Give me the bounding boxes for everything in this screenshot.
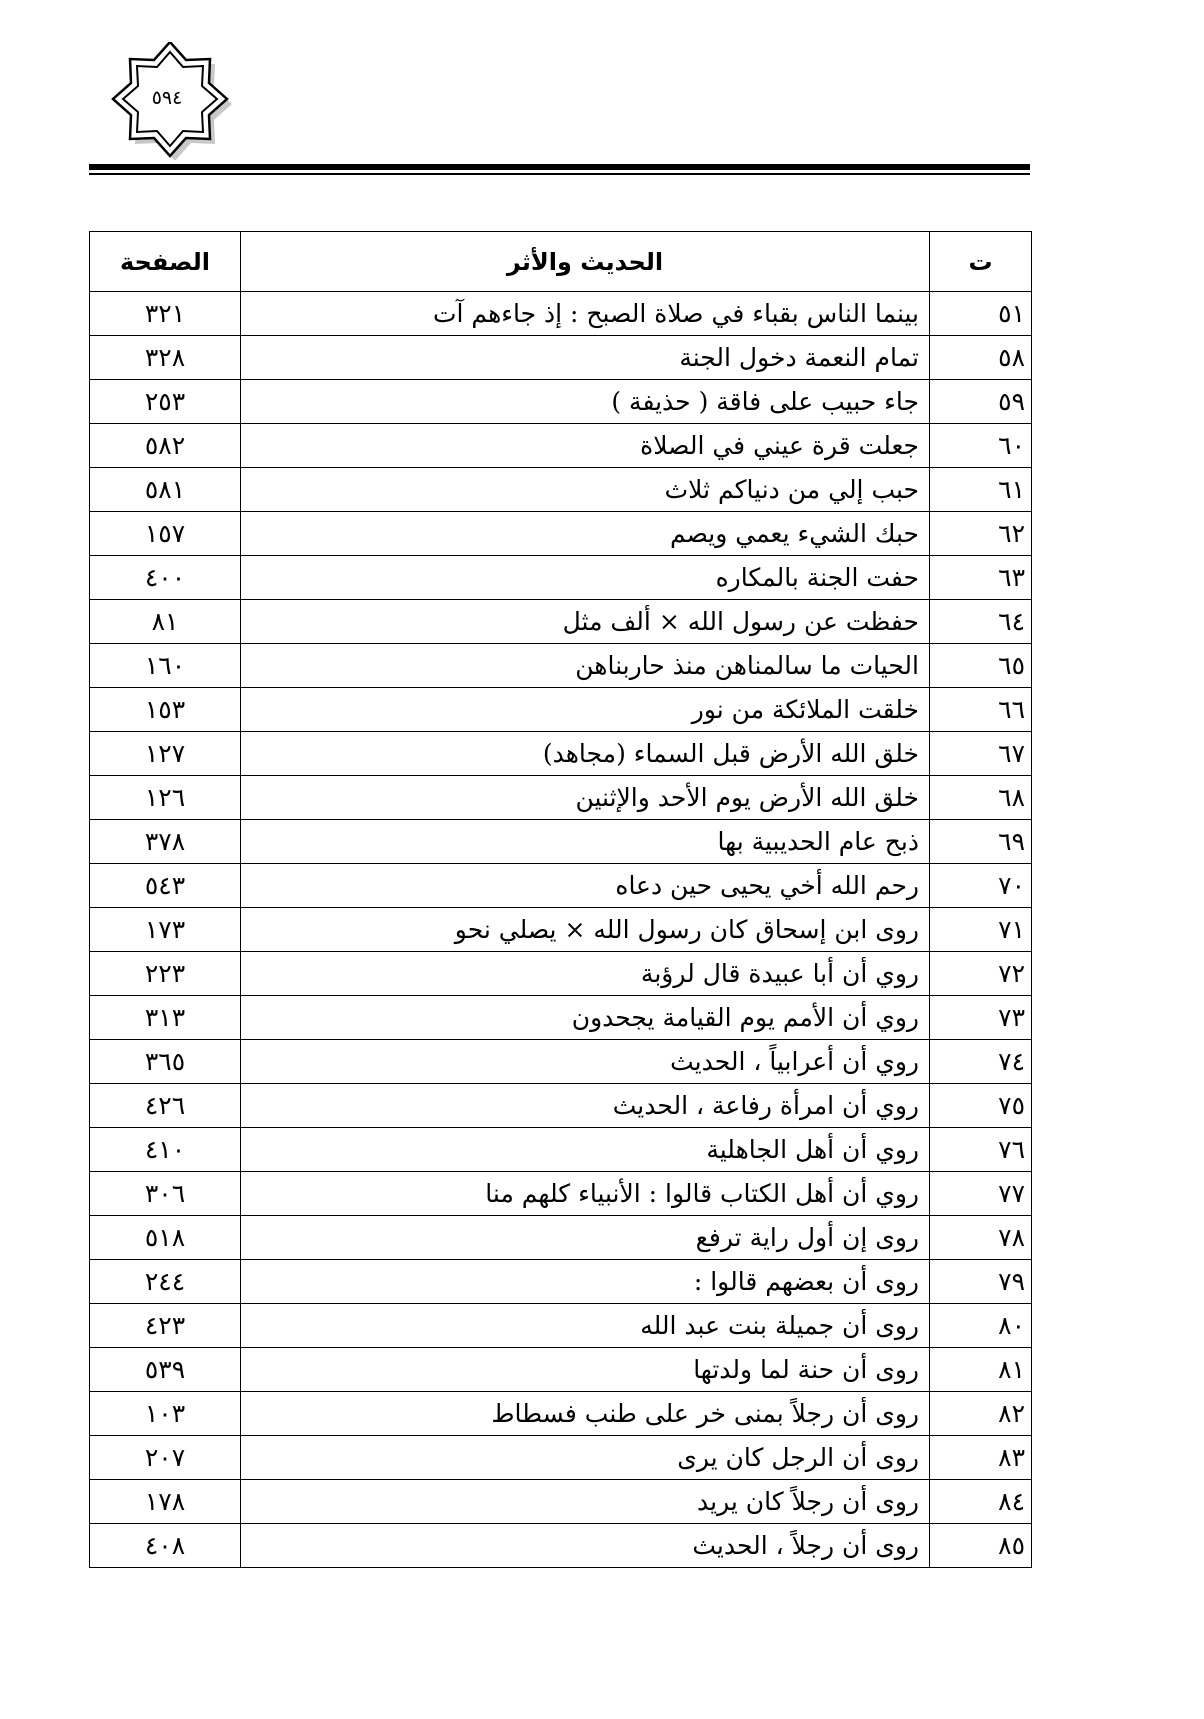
row-hadith-text: رحم الله أخي يحيى حين دعاه — [241, 864, 930, 908]
table-row — [90, 820, 1032, 864]
row-number: ٨١ — [930, 1348, 1032, 1392]
row-page-number: ٥٨٢ — [90, 424, 241, 468]
hadith-index-table — [89, 231, 1032, 1568]
row-page-number: ٢٥٣ — [90, 380, 241, 424]
row-number: ٦٧ — [930, 732, 1032, 776]
row-number: ٧٣ — [930, 996, 1032, 1040]
table-row — [90, 1040, 1032, 1084]
row-hadith-text: روي أن أهل الجاهلية — [241, 1128, 930, 1172]
table-row — [90, 1216, 1032, 1260]
row-number: ٦٢ — [930, 512, 1032, 556]
table-row — [90, 1480, 1032, 1524]
row-page-number: ١٥٧ — [90, 512, 241, 556]
table-row — [90, 688, 1032, 732]
row-page-number: ١٢٦ — [90, 776, 241, 820]
row-number: ٦٠ — [930, 424, 1032, 468]
row-number: ٥٩ — [930, 380, 1032, 424]
row-page-number: ٥٨١ — [90, 468, 241, 512]
row-hadith-text: خلق الله الأرض قبل السماء (مجاهد) — [241, 732, 930, 776]
table-row — [90, 1172, 1032, 1216]
row-page-number: ٨١ — [90, 600, 241, 644]
table-row — [90, 1524, 1032, 1568]
row-hadith-text: روى أن جميلة بنت عبد الله — [241, 1304, 930, 1348]
row-page-number: ٣١٣ — [90, 996, 241, 1040]
row-number: ٥١ — [930, 292, 1032, 336]
row-number: ٦٥ — [930, 644, 1032, 688]
table-row — [90, 1436, 1032, 1480]
row-hadith-text: روى أن رجلاً كان يريد — [241, 1480, 930, 1524]
table-row — [90, 864, 1032, 908]
row-number: ٦٨ — [930, 776, 1032, 820]
table-row — [90, 644, 1032, 688]
row-number: ٧٨ — [930, 1216, 1032, 1260]
row-hadith-text: روى أن رجلاً ، الحديث — [241, 1524, 930, 1568]
row-hadith-text: روي أن امرأة رفاعة ، الحديث — [241, 1084, 930, 1128]
row-page-number: ١٥٣ — [90, 688, 241, 732]
row-page-number: ٤٠٨ — [90, 1524, 241, 1568]
row-number: ٥٨ — [930, 336, 1032, 380]
row-number: ٨٣ — [930, 1436, 1032, 1480]
table-row — [90, 952, 1032, 996]
row-page-number: ٤٠٠ — [90, 556, 241, 600]
row-page-number: ١٢٧ — [90, 732, 241, 776]
table-row — [90, 1348, 1032, 1392]
table-header-row — [90, 232, 1032, 292]
row-hadith-text: روي أن أهل الكتاب قالوا : الأنبياء كلهم منا — [241, 1172, 930, 1216]
table-body — [90, 292, 1032, 1568]
row-hadith-text: روي أن الأمم يوم القيامة يجحدون — [241, 996, 930, 1040]
row-hadith-text: روى ابن إسحاق كان رسول الله × يصلي نحو — [241, 908, 930, 952]
row-hadith-text: روى أن الرجل كان يرى — [241, 1436, 930, 1480]
row-number: ٧٧ — [930, 1172, 1032, 1216]
table-row — [90, 1128, 1032, 1172]
row-page-number: ٣٠٦ — [90, 1172, 241, 1216]
table-row — [90, 556, 1032, 600]
row-number: ٨٤ — [930, 1480, 1032, 1524]
row-hadith-text: حفت الجنة بالمكاره — [241, 556, 930, 600]
row-page-number: ٢٢٣ — [90, 952, 241, 996]
row-hadith-text: ذبح عام الحديبية بها — [241, 820, 930, 864]
row-hadith-text: خلقت الملائكة من نور — [241, 688, 930, 732]
row-number: ٧٥ — [930, 1084, 1032, 1128]
row-hadith-text: جاء حبيب على فاقة ( حذيفة ) — [241, 380, 930, 424]
row-hadith-text: حبك الشيء يعمي ويصم — [241, 512, 930, 556]
row-page-number: ١٧٣ — [90, 908, 241, 952]
header-hadith: الحديث والأثر — [241, 232, 930, 292]
row-page-number: ٤١٠ — [90, 1128, 241, 1172]
row-page-number: ٤٢٦ — [90, 1084, 241, 1128]
row-number: ٧٢ — [930, 952, 1032, 996]
table-row — [90, 380, 1032, 424]
table-row — [90, 292, 1032, 336]
table-row — [90, 1304, 1032, 1348]
row-page-number: ٣٢٨ — [90, 336, 241, 380]
row-hadith-text: خلق الله الأرض يوم الأحد والإثنين — [241, 776, 930, 820]
row-page-number: ١٧٨ — [90, 1480, 241, 1524]
row-page-number: ٤٢٣ — [90, 1304, 241, 1348]
row-number: ٨٥ — [930, 1524, 1032, 1568]
header-page: الصفحة — [90, 232, 241, 292]
row-page-number: ٥١٨ — [90, 1216, 241, 1260]
row-page-number: ٥٣٩ — [90, 1348, 241, 1392]
table-row — [90, 1084, 1032, 1128]
row-hadith-text: روى إن أول راية ترفع — [241, 1216, 930, 1260]
row-number: ٦٣ — [930, 556, 1032, 600]
row-page-number: ٣٢١ — [90, 292, 241, 336]
row-page-number: ١٦٠ — [90, 644, 241, 688]
row-hadith-text: روى أن بعضهم قالوا : — [241, 1260, 930, 1304]
table-row — [90, 1392, 1032, 1436]
row-number: ٦٩ — [930, 820, 1032, 864]
page-number: ٥٩٤ — [151, 87, 183, 109]
row-page-number: ٣٧٨ — [90, 820, 241, 864]
row-hadith-text: الحيات ما سالمناهن منذ حاربناهن — [241, 644, 930, 688]
row-number: ٨٢ — [930, 1392, 1032, 1436]
row-hadith-text: روى أن رجلاً بمنى خر على طنب فسطاط — [241, 1392, 930, 1436]
row-number: ٧٠ — [930, 864, 1032, 908]
table-row — [90, 732, 1032, 776]
row-hadith-text: حفظت عن رسول الله × ألف مثل — [241, 600, 930, 644]
header-rule-thin — [89, 173, 1030, 175]
table-row — [90, 424, 1032, 468]
header-number: ت — [930, 232, 1032, 292]
row-page-number: ٥٤٣ — [90, 864, 241, 908]
row-number: ٦٤ — [930, 600, 1032, 644]
row-page-number: ١٠٣ — [90, 1392, 241, 1436]
row-number: ٧٤ — [930, 1040, 1032, 1084]
row-number: ٧٩ — [930, 1260, 1032, 1304]
row-page-number: ٢٠٧ — [90, 1436, 241, 1480]
table-row — [90, 996, 1032, 1040]
row-hadith-text: حبب إلي من دنياكم ثلاث — [241, 468, 930, 512]
header-rule-thick — [89, 164, 1030, 170]
table-row — [90, 468, 1032, 512]
row-hadith-text: روي أن أبا عبيدة قال لرؤبة — [241, 952, 930, 996]
row-hadith-text: روى أن حنة لما ولدتها — [241, 1348, 930, 1392]
row-hadith-text: تمام النعمة دخول الجنة — [241, 336, 930, 380]
row-hadith-text: روي أن أعرابياً ، الحديث — [241, 1040, 930, 1084]
row-hadith-text: بينما الناس بقباء في صلاة الصبح : إذ جاءهم آت — [241, 292, 930, 336]
row-number: ٧٦ — [930, 1128, 1032, 1172]
table-row — [90, 336, 1032, 380]
table-row — [90, 776, 1032, 820]
row-number: ٧١ — [930, 908, 1032, 952]
row-page-number: ٣٦٥ — [90, 1040, 241, 1084]
table-row — [90, 600, 1032, 644]
row-page-number: ٢٤٤ — [90, 1260, 241, 1304]
table-row — [90, 1260, 1032, 1304]
table-row — [90, 512, 1032, 556]
row-number: ٦٦ — [930, 688, 1032, 732]
table-row — [90, 908, 1032, 952]
page-number-badge — [100, 42, 240, 160]
row-number: ٦١ — [930, 468, 1032, 512]
row-number: ٨٠ — [930, 1304, 1032, 1348]
row-hadith-text: جعلت قرة عيني في الصلاة — [241, 424, 930, 468]
